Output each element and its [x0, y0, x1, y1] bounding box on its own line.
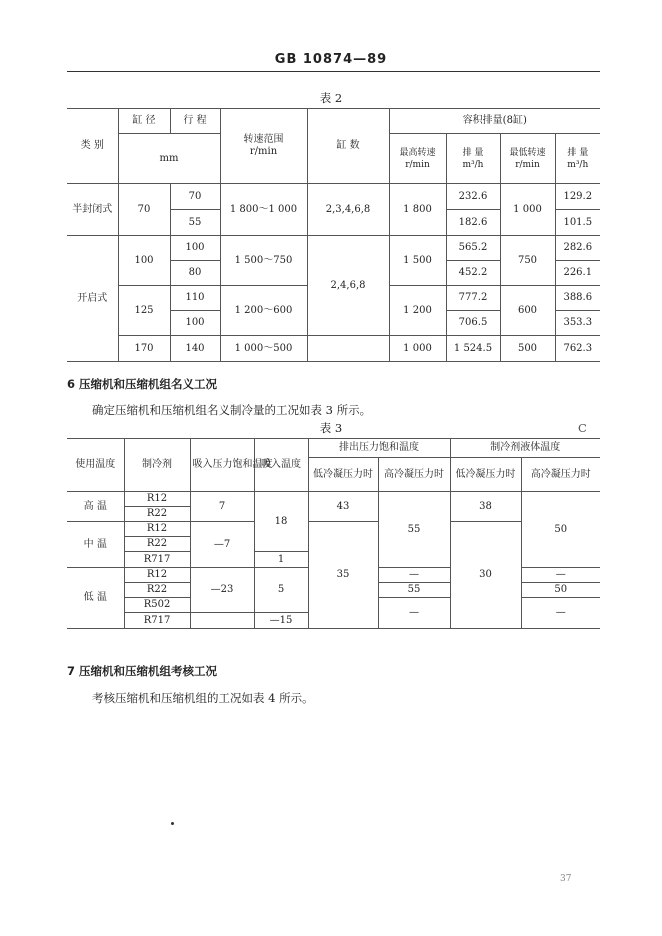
th-speed: 转速范围 r/min: [220, 109, 307, 184]
r3-d1a: 777.2: [446, 286, 500, 311]
th3-dis: 排出压力饱和温度: [308, 439, 450, 458]
semi-type: 半封闭式: [67, 184, 118, 236]
lh-dash: —: [521, 568, 600, 583]
lh-50a: 50: [521, 492, 600, 568]
ll-38: 38: [450, 492, 521, 522]
th3-suc-t: 吸入温度: [254, 439, 308, 492]
sp-low-blank: [190, 613, 254, 629]
use-low: 低 温: [67, 568, 124, 629]
page-header: GB 10874—89: [274, 52, 388, 67]
table2-caption: 表 2: [319, 91, 343, 105]
r1-min: 1 000: [500, 184, 555, 236]
th-d2: 排 量 m³/h: [555, 134, 600, 184]
sp-low: —23: [190, 568, 254, 613]
use-mid: 中 温: [67, 522, 124, 568]
st-5: 5: [254, 568, 308, 613]
r2-d1a: 565.2: [446, 236, 500, 261]
r3-speed: 1 200～600: [220, 286, 307, 336]
page-number: 37: [560, 874, 572, 884]
r3-s1: 110: [170, 286, 220, 311]
open-cyl: 2,4,6,8: [307, 236, 389, 336]
dh-55a: 55: [378, 492, 450, 568]
r2-d2a: 282.6: [555, 236, 600, 261]
r1-s2: 55: [170, 210, 220, 236]
r2-s2: 80: [170, 261, 220, 286]
th-stroke: 行 程: [170, 109, 220, 134]
r3-bore: 125: [118, 286, 170, 336]
r1-cyl: 2,3,4,6,8: [307, 184, 389, 236]
r1-s1: 70: [170, 184, 220, 210]
table3-caption: 表 3: [319, 421, 343, 435]
section6-text: 确定压缩机和压缩机组名义制冷量的工况如表 3 所示。: [92, 403, 372, 417]
r1-d2b: 101.5: [555, 210, 600, 236]
dl-43: 43: [308, 492, 378, 522]
r4-d2: 762.3: [555, 336, 600, 362]
th-max: 最高转速 r/min: [389, 134, 446, 184]
r1-speed: 1 800～1 000: [220, 184, 307, 236]
r4-speed: 1 000～500: [220, 336, 307, 362]
r3-max: 1 200: [389, 286, 446, 336]
r3-d2a: 388.6: [555, 286, 600, 311]
r1-max: 1 800: [389, 184, 446, 236]
r4-cyl: [307, 336, 389, 362]
dh-dash: —: [378, 568, 450, 583]
th3-ref: 制冷剂: [124, 439, 190, 492]
ref-r22c: R22: [124, 583, 190, 598]
ll-30: 30: [450, 522, 521, 629]
r4-max: 1 000: [389, 336, 446, 362]
th3-suc-p: 吸入压力饱和温度: [190, 439, 254, 492]
ref-r22b: R22: [124, 537, 190, 552]
ref-r12c: R12: [124, 568, 190, 583]
r1-d1b: 182.6: [446, 210, 500, 236]
r4-d1: 1 524.5: [446, 336, 500, 362]
r3-d2b: 353.3: [555, 311, 600, 336]
st-1: 1: [254, 552, 308, 568]
ref-r502: R502: [124, 598, 190, 613]
st-m15: —15: [254, 613, 308, 629]
th3-low: 低冷凝压力时: [308, 458, 378, 492]
sp-mid: —7: [190, 522, 254, 568]
ref-r717b: R717: [124, 613, 190, 629]
r3-s2: 100: [170, 311, 220, 336]
th-d1: 排 量 m³/h: [446, 134, 500, 184]
ref-r12b: R12: [124, 522, 190, 537]
st-18: 18: [254, 492, 308, 552]
lh-50b: 50: [521, 583, 600, 598]
section7-title: 7 压缩机和压缩机组考核工况: [67, 664, 218, 678]
r4-bore: 170: [118, 336, 170, 362]
ref-r717a: R717: [124, 552, 190, 568]
th-unit: mm: [118, 134, 220, 184]
r2-min: 750: [500, 236, 555, 286]
th3-low2: 低冷凝压力时: [450, 458, 521, 492]
speck-mark: [171, 822, 174, 825]
th-disp: 容积排量(8缸): [389, 109, 600, 134]
table2: [67, 108, 600, 362]
ref-r12a: R12: [124, 492, 190, 507]
use-high: 高 温: [67, 492, 124, 522]
r1-d2a: 129.2: [555, 184, 600, 210]
th3-liq: 制冷剂液体温度: [450, 439, 600, 458]
lh-dash2: —: [521, 598, 600, 629]
th-min: 最低转速 r/min: [500, 134, 555, 184]
dh-dash2: —: [378, 598, 450, 629]
r2-d2b: 226.1: [555, 261, 600, 286]
r4-min: 500: [500, 336, 555, 362]
r3-d1b: 706.5: [446, 311, 500, 336]
r1-bore: 70: [118, 184, 170, 236]
header-rule: [67, 71, 600, 72]
r1-d1a: 232.6: [446, 184, 500, 210]
th-type: 类 别: [67, 109, 118, 184]
th3-high: 高冷凝压力时: [378, 458, 450, 492]
r2-bore: 100: [118, 236, 170, 286]
section7-text: 考核压缩机和压缩机组的工况如表 4 所示。: [92, 691, 314, 705]
dl-35: 35: [308, 522, 378, 629]
section6-title: 6 压缩机和压缩机组名义工况: [67, 377, 218, 391]
open-type: 开启式: [67, 236, 118, 362]
sp-high: 7: [190, 492, 254, 522]
dh-55b: 55: [378, 583, 450, 598]
table3-unit-mark: C: [578, 421, 587, 435]
th3-high2: 高冷凝压力时: [521, 458, 600, 492]
r2-max: 1 500: [389, 236, 446, 286]
ref-r22a: R22: [124, 507, 190, 522]
table3: [67, 438, 600, 629]
th-bore: 缸 径: [118, 109, 170, 134]
r2-s1: 100: [170, 236, 220, 261]
r3-min: 600: [500, 286, 555, 336]
th-cyl: 缸 数: [307, 109, 389, 184]
r4-s1: 140: [170, 336, 220, 362]
th3-use: 使用温度: [67, 439, 124, 492]
r2-d1b: 452.2: [446, 261, 500, 286]
r2-speed: 1 500～750: [220, 236, 307, 286]
